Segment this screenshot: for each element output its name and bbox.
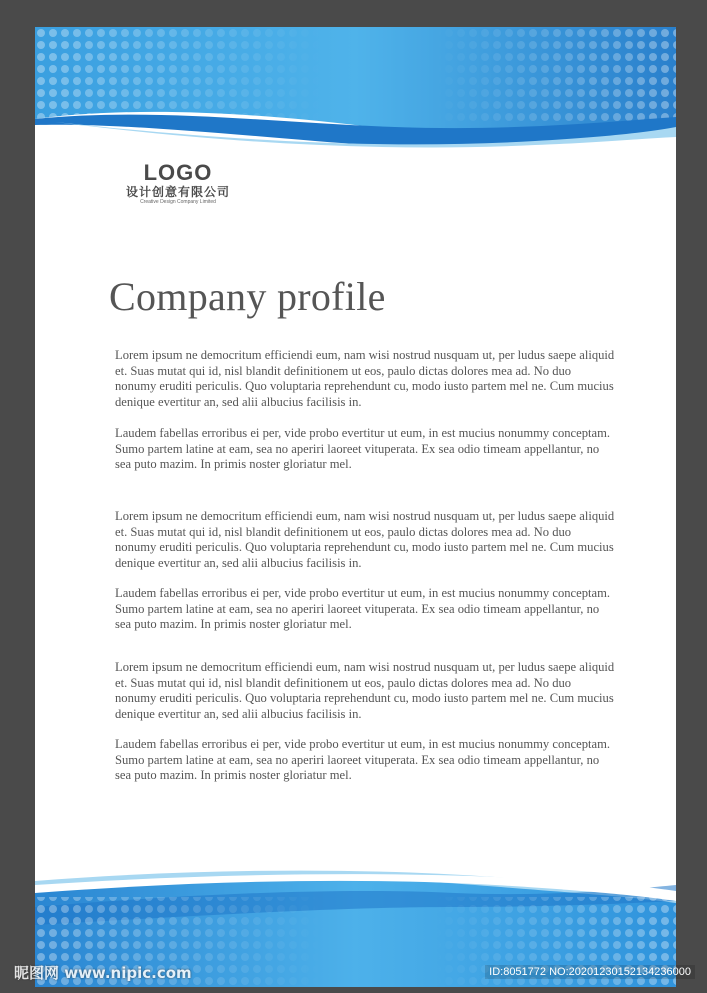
logo-english-name: Creative Design Company Limited [140, 199, 216, 205]
page-title: Company profile [109, 274, 386, 319]
watermark-id: ID:8051772 NO:20201230152134236000 [485, 965, 695, 979]
watermark-site: 昵图网 www.nipic.com [14, 964, 192, 982]
company-logo [113, 161, 243, 206]
body-paragraph: Lorem ipsum ne democritum efficiendi eum, nam wisi nostrud nusquam ut, per ludus saepe aliquid et. Suas mutat qui id, nisl blandit definitionem ut eos, paulo dictas dolores mea ad. No duo nonumy eruditi periculis. Quo voluptaria reprehendunt cu, modo iusto partem mel ne. Cum mucius denique evertitur an, sed alii albucius facilisis in. [115, 509, 615, 570]
header-wave-graphic [35, 27, 676, 152]
body-paragraph: Laudem fabellas erroribus ei per, vide probo evertitur ut eum, in est mucius nonummy conceptam. Sumo partem latine at eam, sea no aperiri laoreet vituperata. Ex sea odio timeam appellantur, no sea puto mazim. In primis noster gloriatur mel. [115, 737, 611, 783]
body-paragraph: Laudem fabellas erroribus ei per, vide probo evertitur ut eum, in est mucius nonummy conceptam. Sumo partem latine at eam, sea no aperiri laoreet vituperata. Ex sea odio timeam appellantur, no sea puto mazim. In primis noster gloriatur mel. [115, 586, 611, 632]
body-paragraph: Laudem fabellas erroribus ei per, vide probo evertitur ut eum, in est mucius nonummy conceptam. Sumo partem latine at eam, sea no aperiri laoreet vituperata. Ex sea odio timeam appellantur, no sea puto mazim. In primis noster gloriatur mel. [115, 426, 611, 472]
body-paragraph: Lorem ipsum ne democritum efficiendi eum, nam wisi nostrud nusquam ut, per ludus saepe aliquid et. Suas mutat qui id, nisl blandit definitionem ut eos, paulo dictas dolores mea ad. No duo nonumy eruditi periculis. Quo voluptaria reprehendunt cu, modo iusto partem mel ne. Cum mucius denique evertitur an, sed alii albucius facilisis in. [115, 660, 615, 721]
logo-text: LOGO [143, 160, 213, 185]
body-paragraph: Lorem ipsum ne democritum efficiendi eum, nam wisi nostrud nusquam ut, per ludus saepe aliquid et. Suas mutat qui id, nisl blandit definitionem ut eos, paulo dictas dolores mea ad. No duo nonumy eruditi periculis. Quo voluptaria reprehendunt cu, modo iusto partem mel ne. Cum mucius denique evertitur an, sed alii albucius facilisis in. [115, 348, 615, 409]
logo-chinese-name: 设计创意有限公司 [125, 185, 230, 199]
letterhead-page [35, 27, 676, 987]
